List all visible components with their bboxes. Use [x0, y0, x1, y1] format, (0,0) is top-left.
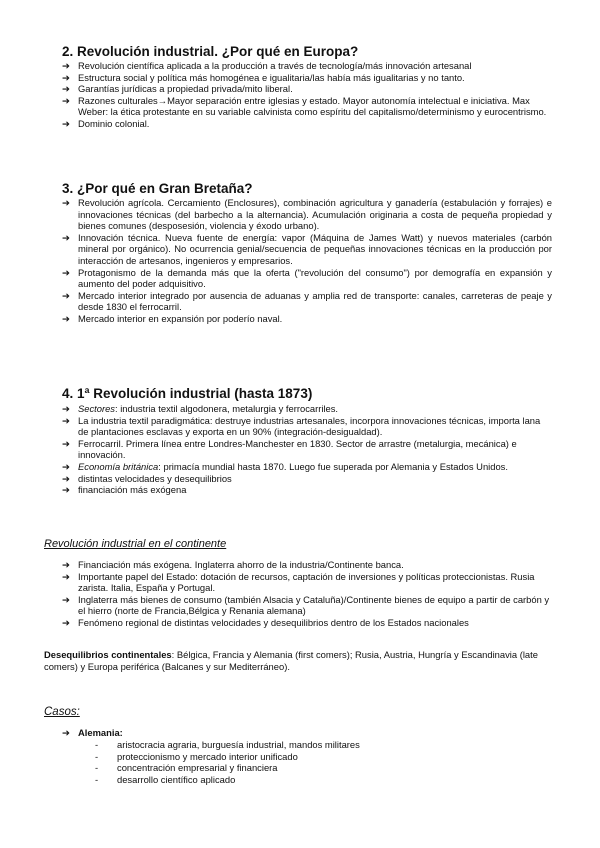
- list-item: - desarrollo científico aplicado: [95, 773, 236, 785]
- arrow-icon: ➔: [62, 437, 70, 449]
- list-item: ➔ Garantías jurídicas a propiedad privada/mito liberal.: [62, 83, 293, 95]
- section-4-list: [62, 403, 552, 496]
- list-item: ➔ Estructura social y política más homogénea e igualitaria/las había más igualitarias y no tanto.: [62, 71, 465, 83]
- section-4-title: 4. 1ª Revolución industrial (hasta 1873): [62, 386, 313, 401]
- list-item: ➔ Importante papel del Estado: dotación de recursos, captación de inversiones y políticas proteccionistas. Rusia zarista. Italia, España y Portugal.: [62, 570, 535, 594]
- list-item: ➔ Fenómeno regional de distintas velocidades y desequilibrios dentro de los Estados nacionales: [62, 616, 469, 628]
- list-item: ➔ Razones culturales→Mayor separación entre iglesias y estado. Mayor autonomía intelectual e iniciativa. Max Weber: la ética protestante en su variable calvinista como espíritu del capitalismo/determinismo y eurocentrismo.: [62, 94, 547, 118]
- list-item: ➔ Alemania:: [62, 727, 123, 738]
- list-item: ➔ Protagonismo de la demanda más que la oferta ("revolución del consumo") por demografía en expansión y aumento del poder adquisitivo.: [62, 266, 552, 290]
- arrow-icon: ➔: [62, 231, 70, 243]
- list-item: ➔ Sectores: industria textil algodonera, metalurgia y ferrocarriles.: [62, 403, 339, 414]
- arrow-icon: ➔: [62, 616, 70, 628]
- arrow-icon: ➔: [62, 460, 70, 472]
- list-item: ➔ Ferrocarril. Primera línea entre Londres-Manchester en 1830. Sector de arrastre (metalurgia, mecánica) e innovación.: [62, 437, 517, 461]
- arrow-icon: ➔: [62, 289, 70, 301]
- list-item: ➔ La industria textil paradigmática: destruye industrias artesanales, incorpora innovaciones técnicas, importa lana de plantaciones esclavas y exporta en un 90% (integración-desigualdad).: [62, 414, 541, 438]
- section-2-list: [62, 60, 552, 130]
- arrow-icon: ➔: [62, 414, 70, 426]
- list-item: - aristocracia agraria, burguesía industrial, mandos militares: [95, 739, 360, 750]
- list-item: ➔ Mercado interior integrado por ausencia de aduanas y amplia red de transporte: canales, carreteras de peaje y desde 1830 el ferrocarril.: [62, 289, 552, 313]
- list-item: ➔ Financiación más exógena. Inglaterra ahorro de la industria/Continente banca.: [62, 559, 404, 570]
- arrow-icon: ➔: [62, 60, 70, 71]
- list-item: ➔ Mercado interior en expansión por poderío naval.: [62, 312, 283, 324]
- list-item: ➔ Dominio colonial.: [62, 117, 150, 129]
- list-item: ➔ financiación más exógena: [62, 484, 187, 496]
- arrow-icon: ➔: [62, 559, 70, 570]
- section-2-title: 2. Revolución industrial. ¿Por qué en Europa?: [62, 44, 359, 59]
- list-item: ➔ Economía británica: primacía mundial hasta 1870. Luego fue superada por Alemania y Estados Unidos.: [62, 460, 508, 472]
- section-3-list: [62, 197, 552, 325]
- arrow-icon: ➔: [62, 117, 70, 129]
- arrow-icon: ➔: [62, 266, 70, 278]
- list-item: - concentración empresarial y financiera: [95, 762, 278, 774]
- continente-heading: Revolución industrial en el continente: [44, 538, 227, 550]
- arrow-icon: ➔: [62, 83, 70, 95]
- list-item: ➔ Revolución científica aplicada a la producción a través de tecnología/más innovación artesanal: [62, 60, 472, 71]
- arrow-icon: ➔: [62, 94, 70, 106]
- arrow-icon: ➔: [62, 71, 70, 83]
- arrow-icon: ➔: [62, 484, 70, 496]
- list-item: ➔ distintas velocidades y desequilibrios: [62, 472, 232, 484]
- continente-list: [62, 559, 552, 629]
- list-item: - proteccionismo y mercado interior unificado: [95, 750, 298, 762]
- arrow-icon: ➔: [62, 727, 70, 738]
- alemania-sublist: [95, 739, 360, 785]
- arrow-icon: ➔: [62, 312, 70, 324]
- arrow-icon: ➔: [62, 197, 70, 208]
- list-item: ➔ Inglaterra más bienes de consumo (también Alsacia y Cataluña)/Continente bienes de equipo a partir de carbón y el hierro (norte de Francia,Bélgica y Renania alemana): [62, 593, 550, 617]
- list-item: ➔ Innovación técnica. Nueva fuente de energía: vapor (Máquina de James Watt) y nuevos materiales (carbón mineral por orgánico). No ocurrencia genial/secuencia de pequeñas innovaciones técnicas en la producción por interacción de artesanos, ingenieros y empresarios.: [62, 231, 552, 266]
- arrow-icon: ➔: [62, 403, 70, 414]
- desequilibrios-paragraph: Desequilibrios continentales: Bélgica, Francia y Alemania (first comers); Rusia, Austria, Hungría y Escandinavia (late comers) y Europa periférica (Balcanes y sur Mediterráneo).: [44, 649, 538, 672]
- casos-list: [62, 727, 552, 739]
- arrow-icon: ➔: [62, 593, 70, 605]
- arrow-icon: ➔: [62, 472, 70, 484]
- section-3-title: 3. ¿Por qué en Gran Bretaña?: [62, 181, 253, 196]
- list-item: ➔ Revolución agrícola. Cercamiento (Enclosures), combinación agricultura y ganadería (estabulación y forrajes) e innovaciones técnicas (del barbecho a la alternancia). Acumulación originaria a costa de pequeña propiedad y bienes comunes (desposesión, violencia y éxodo urbano).: [62, 197, 552, 232]
- arrow-icon: ➔: [62, 570, 70, 582]
- casos-heading: Casos:: [44, 706, 80, 718]
